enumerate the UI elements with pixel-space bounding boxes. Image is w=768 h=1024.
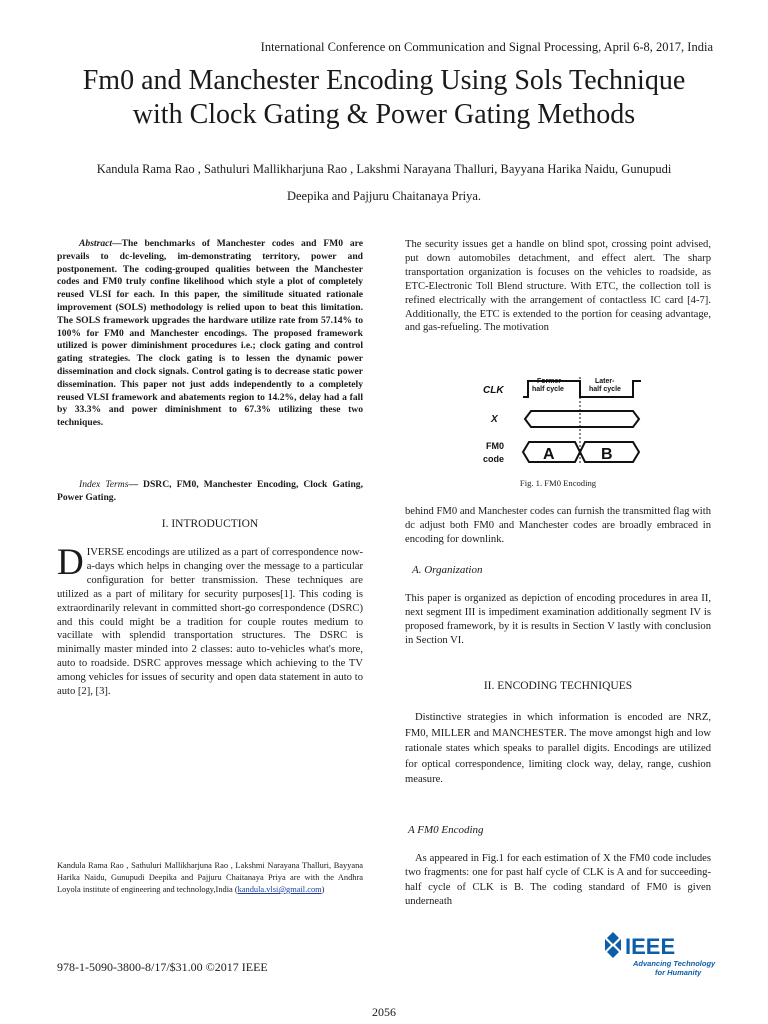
figure-caption: Fig. 1. FM0 Encoding xyxy=(519,478,597,488)
title-line-1: Fm0 and Manchester Encoding Using Sols Technique xyxy=(82,65,686,96)
paragraph-motivation: behind FM0 and Manchester codes can furnish the transmitted flag with dc adjust both FM0 and Manchester codes are broadly embraced in encoding for downlink. xyxy=(405,506,711,545)
fig-later-label: Later- xyxy=(595,378,615,385)
fig-segment-a: A xyxy=(543,446,555,463)
conference-header: International Conference on Communication and Signal Processing, April 6-8, 2017, India xyxy=(260,40,713,54)
introduction-body xyxy=(57,542,363,699)
author-footnote xyxy=(57,860,363,896)
ieee-tagline-2: for Humanity xyxy=(655,968,702,977)
ieee-tagline-1: Advancing Technology xyxy=(633,959,716,968)
subheading-fm0-encoding: A FM0 Encoding xyxy=(408,824,484,836)
ieee-wordmark: IEEE xyxy=(625,934,676,959)
authors-line-2: Deepika and Pajjuru Chaitanaya Priya. xyxy=(286,189,482,203)
fig-former-label: Former- xyxy=(537,378,564,385)
fig-clk-label: CLK xyxy=(483,385,504,396)
drop-cap: D xyxy=(57,542,84,583)
fig-former-label-2: half cycle xyxy=(532,386,564,393)
fig-code-label: code xyxy=(483,454,505,464)
paragraph-encoding-techniques: Distinctive strategies in which information is encoded are NRZ, FM0, MILLER and MANCHESTER. The move amongst high and low rationale states which speaks to parallel digits. Encodings are utilized for optical correspondence, limiting clock way, delay, range, cushion measure. xyxy=(405,712,711,786)
author-email-link[interactable]: kandula.vlsi@gmail.com xyxy=(237,885,322,894)
ieee-logo xyxy=(605,930,725,980)
index-terms-text: — DSRC, FM0, Manchester Encoding, Clock Gating, Power Gating. xyxy=(57,479,364,503)
subheading-organization: A. Organization xyxy=(412,564,483,576)
index-terms-label: Index Terms xyxy=(79,479,129,490)
footnote-text: Kandula Rama Rao , Sathuluri Mallikharjuna Rao , Lakshmi Narayana Thalluri, Bayyana Harika Naidu, Gunupudi Deepika and Pajjuru Chaitanaya Priya are with the Andhra Loyola institute of engineering and technology,India ( xyxy=(57,861,363,894)
paper-title xyxy=(40,64,728,132)
fig-fm0-label: FM0 xyxy=(486,441,504,451)
intro-lead-word: IVERSE xyxy=(86,547,124,558)
ieee-diamond-icon xyxy=(605,932,621,958)
paragraph-fm0: As appeared in Fig.1 for each estimation of X the FM0 code includes two fragments: one for past half cycle of CLK is A and for succeeding-half cycle of CLK is B. The coding standard of FM0 is given underneath xyxy=(405,853,711,908)
fm0-encoding-figure xyxy=(483,375,653,467)
footnote-close: ) xyxy=(321,885,325,894)
section-heading-encoding: II. ENCODING TECHNIQUES xyxy=(483,680,633,692)
intro-text: encodings are utilized as a part of correspondence now-a-days which helps in changing over the message to a particular configuration for better transmission. These techniques are utilized as a part of military for security purposes[1]. This coding is extraordinarily relevant in committed short-go correspondence (DSRC) and this could might be a tradition for couple routes medium to vacillate with splendid transportation structures. The DSRC is minimally master minded into 2 classes: auto to-vehicles what's more, auto to roadside. DSRC approves message which achieving to the TV among vehicles for issues of security and open data statement in auto to auto [2], [3]. xyxy=(57,547,363,698)
fig-x-label: X xyxy=(491,414,498,425)
abstract xyxy=(57,238,363,430)
page-number: 2056 xyxy=(372,1005,396,1019)
author-list xyxy=(55,156,713,210)
index-terms xyxy=(57,479,363,505)
copyright-line: 978-1-5090-3800-8/17/$31.00 ©2017 IEEE xyxy=(57,960,268,974)
paragraph-organization: This paper is organized as depiction of encoding procedures in area II, next segment III is impediment examination additionally segment IV is proposed framework, by it is results in Section V lastly with conclusion in Section VI. xyxy=(405,593,711,646)
fig-x-waveform xyxy=(525,411,639,427)
paragraph-security: The security issues get a handle on blind spot, crossing point advised, put down automobiles detachment, and effect alert. The sharp transportation organization is focuses on the vehicles to roadside, as ETC-Electronic Toll Blend structure. With ETC, the collection toll is refined electrically with the arrangement of contactless IC card [4-7]. Additionally, the ETC is extended to the portion for ceasing advantage, and gas-refueling. The motivation xyxy=(405,239,711,334)
fig-segment-b: B xyxy=(601,446,613,463)
abstract-label: Abstract xyxy=(79,238,113,249)
abstract-text: —The benchmarks of Manchester codes and FM0 are prevails to dc-leveling, im-demonstrating territory, power and postponement. The coding-grouped qualities between the Manchester codes and FM0 truly confine likelihood which style a plot of completely reused VLSI for each. In this paper, the similitude situated rationale improvement (SOLS) methodology is relied upon to beat this limitation. The SOLS framework upgrades the hardware utilize rate from 57.14% to 100% for FM0 and Manchester encodings. The proposed framework utilized is power diminishment procedures i.e.; clock gating and control gating strategies. The clock gating is to lessen the dynamic power dissemination and clock signals. Control gating is to decrease static power dissemination. This paper not just adds independently to a completely reused VLSI framework and abatements region to 14.2%, delay had a fall by 33.3% and power diminishment to 67.3% utilizing these two techniques. xyxy=(57,238,363,429)
section-heading-introduction: I. INTRODUCTION xyxy=(161,518,259,530)
title-line-2: with Clock Gating & Power Gating Methods xyxy=(132,99,636,130)
authors-line-1: Kandula Rama Rao , Sathuluri Mallikharjuna Rao , Lakshmi Narayana Thalluri, Bayyana Harika Naidu, Gunupudi xyxy=(96,162,672,176)
fig-later-label-2: half cycle xyxy=(589,386,621,393)
